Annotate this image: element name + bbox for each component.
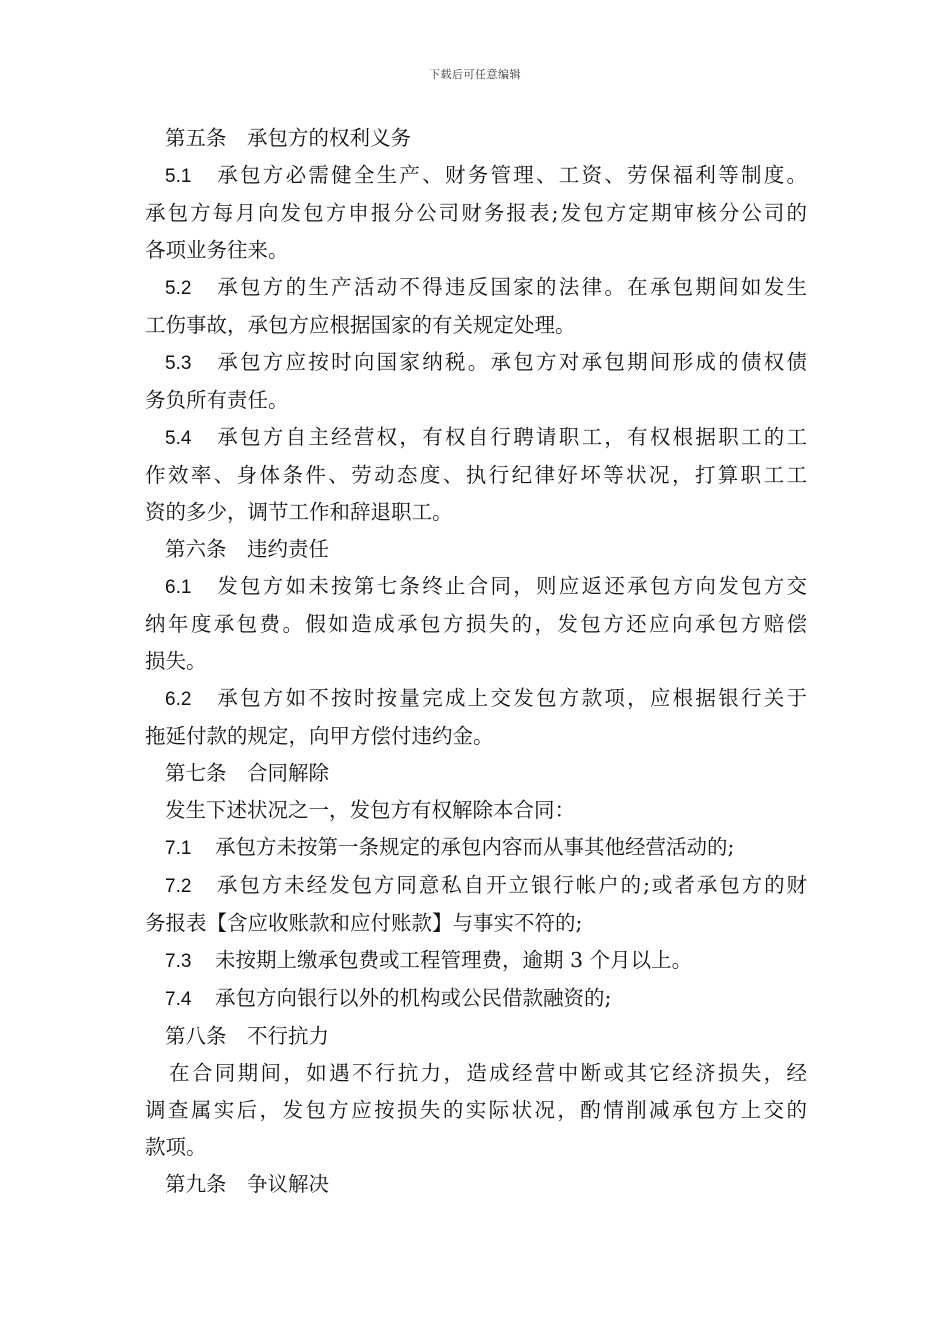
clause-line [145,269,807,307]
clause-line [145,419,807,457]
clause-number: 7.3 [165,951,192,972]
clause-text: 承包方应按时向国家纳税。承包方对承包期间形成的债权债 [215,350,807,374]
article-heading [145,1018,807,1055]
clause-text: 发包方如未按第七条终止合同，则应返还承包方向发包方交 [215,574,807,598]
clause-line [145,344,807,382]
clause-line [145,568,807,606]
clause-text: 未按期上缴承包费或工程管理费，逾期 3 个月以上。 [215,948,693,972]
clause-number: 7.2 [165,876,192,897]
clause-text: 承包方向银行以外的机构或公民借款融资的; [215,986,612,1010]
continuation-line: 承包方每月向发包方申报分公司财务报表;发包方定期审核分公司的 [145,201,807,225]
continuation-line: 工伤事故，承包方应根据国家的有关规定处理。 [145,313,576,337]
continuation-line: 务报表【含应收账款和应付账款】与事实不符的; [145,911,583,935]
continuation-line: 务负所有责任。 [145,388,289,412]
continuation-line: 纳年度承包费。假如造成承包方损失的，发包方还应向承包方赔偿 [145,612,807,636]
continuation-line: 资的多少，调节工作和辞退职工。 [145,500,453,524]
article-heading [145,1166,807,1203]
continuation-line: 调查属实后，发包方应按损失的实际状况，酌情削减承包方上交的 [145,1098,807,1122]
article-heading [145,120,807,157]
document-body [145,120,807,1203]
clause-number: 6.2 [165,689,192,710]
continuation-line: 各项业务往来。 [145,238,289,262]
heading-text: 第九条 争议解决 [165,1172,329,1196]
clause-text: 承包方未经发包方同意私自开立银行帐户的;或者承包方的财 [215,873,807,897]
clause-number: 6.1 [165,577,192,598]
clause-text: 承包方自主经营权，有权自行聘请职工，有权根据职工的工 [215,425,807,449]
clause-line [145,980,807,1018]
clause-line [145,867,807,905]
clause-line [145,680,807,718]
clause-number: 7.1 [165,838,192,859]
continuation-line: 损失。 [145,649,207,673]
paragraph-line: 发生下述状况之一，发包方有权解除本合同： [165,798,575,822]
heading-text: 第五条 承包方的权利义务 [165,126,411,150]
clause-text: 承包方必需健全生产、财务管理、工资、劳保福利等制度。 [215,163,807,187]
continuation-line: 拖延付款的规定，向甲方偿付违约金。 [145,724,494,748]
clause-number: 5.2 [165,278,192,299]
header-note: 下载后可任意编辑 [429,68,521,81]
clause-number: 7.4 [165,989,192,1010]
paragraph-line: 在合同期间，如遇不行抗力，造成经营中断或其它经济损失，经 [169,1061,807,1085]
clause-text: 承包方未按第一条规定的承包内容而从事其他经营活动的; [215,835,735,859]
clause-number: 5.4 [165,428,192,449]
clause-text: 承包方如不按时按量完成上交发包方款项，应根据银行关于 [215,686,807,710]
heading-text: 第八条 不行抗力 [165,1024,329,1048]
continuation-line: 作效率、身体条件、劳动态度、执行纪律好坏等状况，打算职工工 [145,463,807,487]
clause-line [145,942,807,980]
continuation-line: 款项。 [145,1135,207,1159]
clause-text: 承包方的生产活动不得违反国家的法律。在承包期间如发生 [215,275,807,299]
clause-number: 5.1 [165,166,192,187]
heading-text: 第七条 合同解除 [165,761,329,785]
clause-number: 5.3 [165,353,192,374]
article-heading [145,531,807,568]
heading-text: 第六条 违约责任 [165,537,329,561]
clause-line [145,157,807,195]
clause-line [145,829,807,867]
article-heading [145,755,807,792]
